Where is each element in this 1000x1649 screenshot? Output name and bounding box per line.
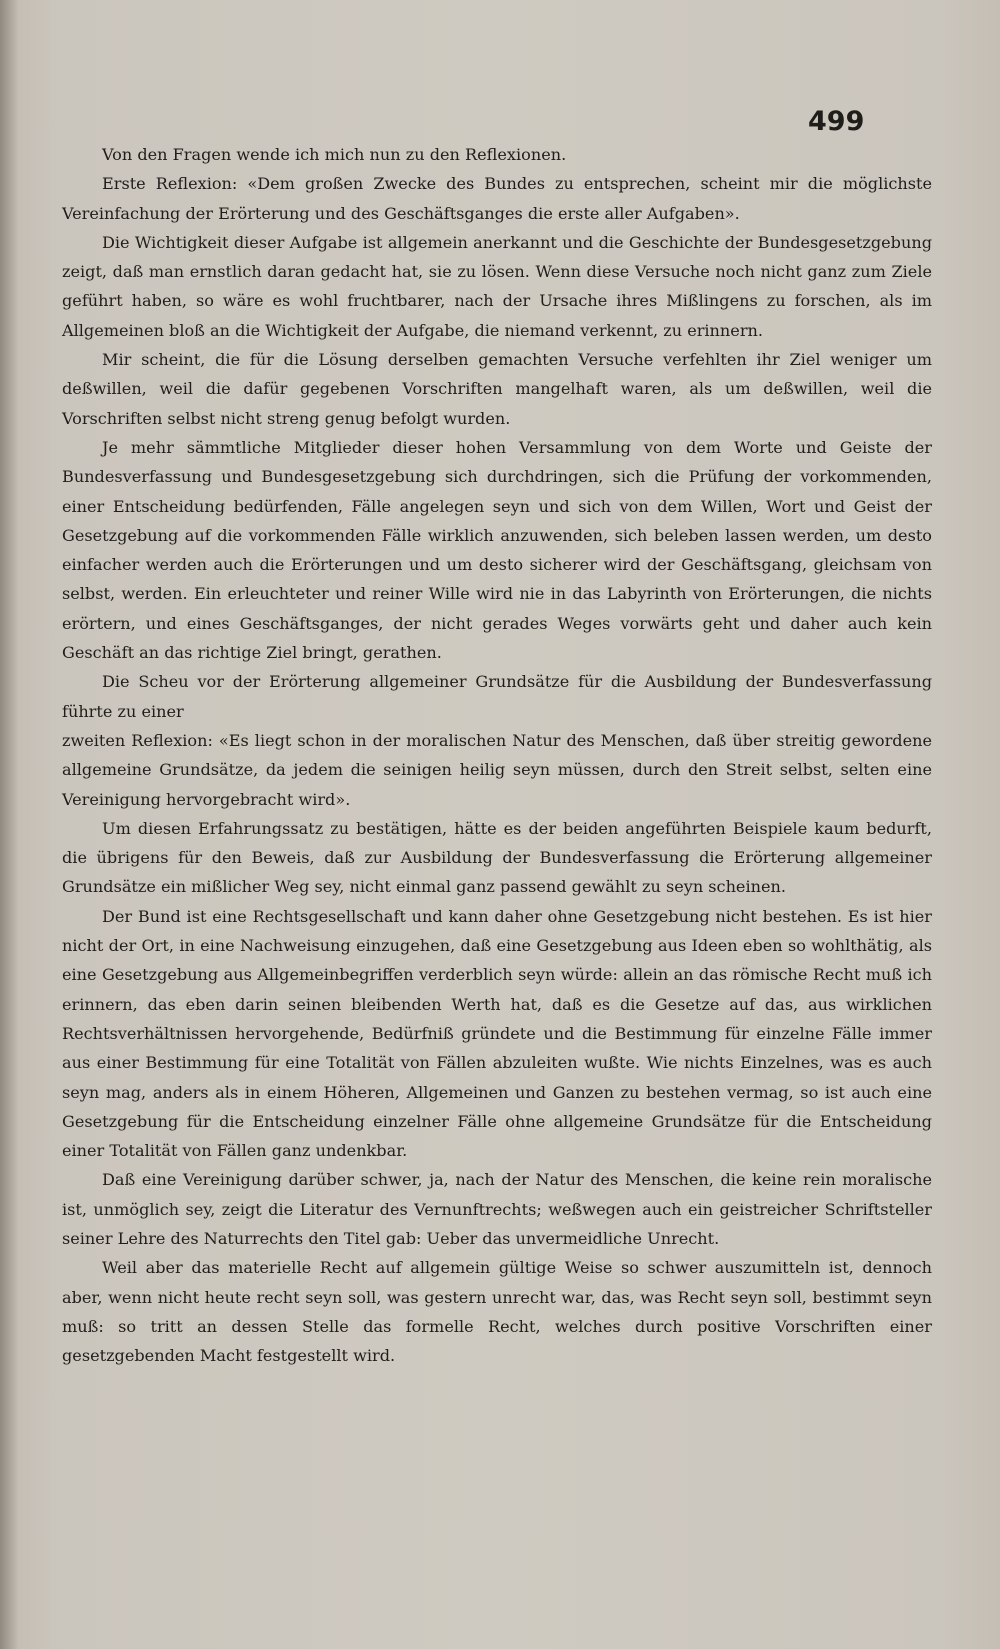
page-number: 499 xyxy=(808,106,865,137)
paragraph-10: Daß eine Vereinigung darüber schwer, ja, nach der Natur des Menschen, die keine rein moralische ist, unmöglich sey, zeigt die Literatur des Vernunftrechts; weßwegen auch ein geistreicher Schriftsteller seiner Lehre des Naturrechts den Titel gab: Ueber das unvermeidliche Unrecht. xyxy=(62,1170,932,1248)
paragraph-6: Die Scheu vor der Erörterung allgemeiner Grundsätze für die Ausbildung der Bundesverfassung führte zu einer xyxy=(62,672,932,721)
paragraph-3: Die Wichtigkeit dieser Aufgabe ist allgemein anerkannt und die Geschichte der Bundesgesetzgebung zeigt, daß man ernstlich daran gedacht hat, sie zu lösen. Wenn diese Versuche noch nicht ganz zum Ziele geführt haben, so wäre es wohl fruchtbarer, nach der Ursache ihres Mißlingens zu forschen, als im Allgemeinen bloß an die Wichtigkeit der Aufgabe, die niemand verkennt, zu erinnern. xyxy=(62,232,932,340)
paragraph-1: Von den Fragen wende ich mich nun zu den Reflexionen. xyxy=(102,145,567,164)
paragraph-5: Je mehr sämmtliche Mitglieder dieser hohen Versammlung von dem Worte und Geiste der Bundesverfassung und Bundesgesetzgebung sich durchdringen, sich die Prüfung der vorkommenden, einer Entscheidung bedürfenden, Fälle angelegen seyn und sich von dem Willen, Wort und Geist der Gesetzgebung auf die vorkommenden Fälle wirklich anzuwenden, sich beleben lassen werden, um desto einfacher werden auch die Erörterungen und um desto sicherer wird der Geschäftsgang, gleichsam von selbst, werden. Ein erleuchteter und reiner Wille wird nie in das Labyrinth von Erörterungen, die nichts erörtern, und eines Geschäftsganges, der nicht gerades Weges vorwärts geht und daher auch kein Geschäft an das richtige Ziel bringt, gerathen. xyxy=(62,437,932,663)
paragraph-4: Mir scheint, die für die Lösung derselben gemachten Versuche verfehlten ihr Ziel weniger um deßwillen, weil die dafür gegebenen Vorschriften mangelhaft waren, als um deßwillen, weil die Vorschriften selbst nicht streng genug befolgt wurden. xyxy=(62,350,932,428)
paragraph-8: Um diesen Erfahrungssatz zu bestätigen, hätte es der beiden angeführten Beispiele kaum bedurft, die übrigens für den Beweis, daß zur Ausbildung der Bundesverfassung die Erörterung allgemeiner Grundsätze ein mißlicher Weg sey, nicht einmal ganz passend gewählt zu seyn scheinen. xyxy=(62,818,932,897)
page-binding-edge xyxy=(0,0,18,1649)
paragraph-2: Erste Reflexion: «Dem großen Zwecke des Bundes zu entsprechen, scheint mir die möglichste Vereinfachung der Erörterung und des Geschäftsganges die erste aller Aufgaben». xyxy=(62,174,932,223)
paragraph-9: Der Bund ist eine Rechtsgesellschaft und kann daher ohne Gesetzgebung nicht bestehen. Es ist hier nicht der Ort, in eine Nachweisung einzugehen, daß eine Gesetzgebung aus Ideen eben so wohlthätig, als eine Gesetzgebung aus Allgemeinbegriffen verderblich seyn würde: allein an das römische Recht muß ich erinnern, das eben darin seinen bleibenden Werth hat, daß es die Gesetze auf das, aus wirklichen Rechtsverhältnissen hervorgehende, Bedürfniß gründete und die Bestimmung für einzelne Fälle immer aus einer Bestimmung für eine Totalität von Fällen abzuleiten wußte. Wie nichts Einzelnes, was es auch seyn mag, anders als in einem Höheren, Allgemeinen und Ganzen zu bestehen vermag, so ist auch eine Gesetzgebung für die Entscheidung einzelner Fälle ohne allgemeine Grundsätze für die Entscheidung einer Totalität von Fällen ganz undenkbar. xyxy=(62,906,932,1161)
paragraph-11: Weil aber das materielle Recht auf allgemein gültige Weise so schwer auszumitteln ist, dennoch aber, wenn nicht heute recht seyn soll, was gestern unrecht war, das, was Recht seyn soll, bestimmt seyn muß: so tritt an dessen Stelle das formelle Recht, welches durch positive Vorschriften einer gesetzgebenden Macht festgestellt wird. xyxy=(62,1258,932,1366)
paragraph-7: zweiten Reflexion: «Es liegt schon in der moralischen Natur des Menschen, daß über streitig gewordene allgemeine Grundsätze, da jedem die seinigen heilig seyn müssen, durch den Streit selbst, selten eine Vereinigung hervorgebracht wird». xyxy=(62,730,932,809)
body-text xyxy=(62,140,932,1370)
